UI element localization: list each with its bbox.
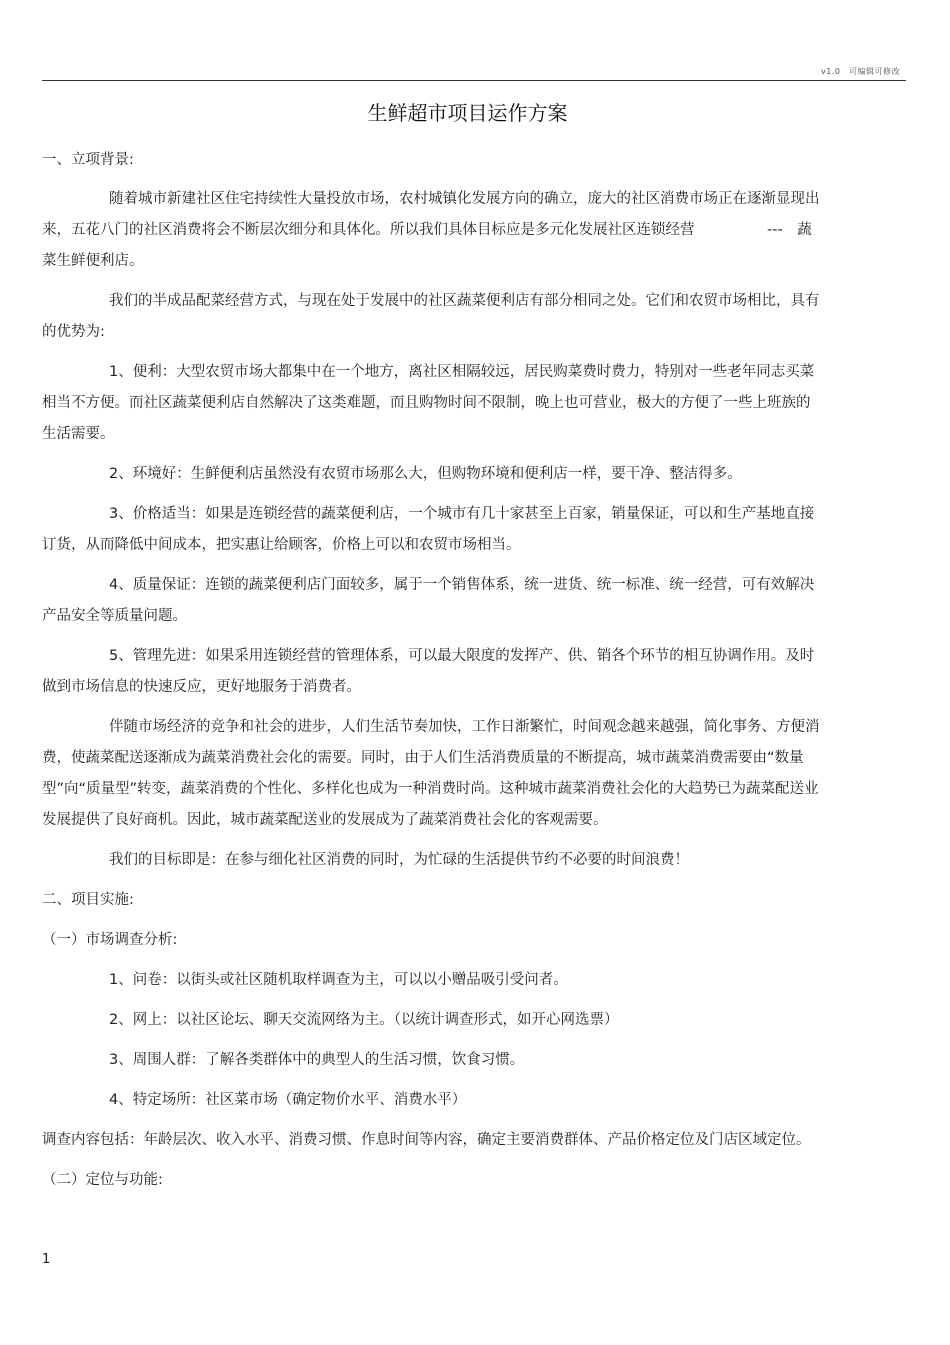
- paragraph-market-trend: 伴随市场经济的竞争和社会的进步，人们生活节奏加快，工作日渐繁忙，时间观念越来越强，简化事务、方便消费，使蔬菜配送逐渐成为蔬菜消费社会化的需要。同时，由于人们生活消费质量的不断提高，城市蔬菜消费需要由“数量型”向“质量型”转变，蔬菜消费的个性化、多样化也成为一种消费时尚。这种城市蔬菜消费社会化的大趋势已为蔬菜配送业发展提供了良好商机。因此，城市蔬菜配送业的发展成为了蔬菜消费社会化的客观需要。: [42, 719, 820, 828]
- section-heading-implementation: 二、项目实施:: [42, 892, 134, 908]
- paragraph-advantages-intro: 我们的半成品配菜经营方式，与现在处于发展中的社区蔬菜便利店有部分相同之处。它们和农贸市场相比，具有的优势为:: [42, 293, 820, 340]
- advantage-item-quality: 4、质量保证：连锁的蔬菜便利店门面较多，属于一个销售体系，统一进货、统一标准、统一经营，可有效解决产品安全等质量问题。: [42, 577, 815, 624]
- subsection-heading-positioning: （二）定位与功能:: [42, 1172, 163, 1188]
- header-divider: [42, 80, 906, 81]
- version-note: v1.0 可编辑可修改: [821, 67, 900, 76]
- advantage-item-price: 3、价格适当：如果是连锁经营的蔬菜便利店，一个城市有几十家甚至上百家，销量保证，可以和生产基地直接订货，从而降低中间成本，把实惠让给顾客，价格上可以和农贸市场相当。: [42, 506, 815, 553]
- document-title: 生鲜超市项目运作方案: [367, 101, 568, 125]
- survey-item-people: 3、周围人群：了解各类群体中的典型人的生活习惯，饮食习惯。: [109, 1052, 525, 1068]
- section-heading-background: 一、立项背景:: [42, 152, 134, 168]
- paragraph-survey-content: 调查内容包括：年龄层次、收入水平、消费习惯、作息时间等内容，确定主要消费群体、产品价格定位及门店区域定位。: [42, 1132, 811, 1148]
- survey-item-questionnaire: 1、问卷：以街头或社区随机取样调查为主，可以以小赠品吸引受问者。: [109, 972, 568, 988]
- document-body: [42, 145, 822, 1196]
- survey-item-venues: 4、特定场所：社区菜市场（确定物价水平、消费水平）: [109, 1092, 467, 1108]
- advantage-item-environment: 2、环境好：生鲜便利店虽然没有农贸市场那么大，但购物环境和便利店一样，要干净、整洁得多。: [109, 466, 742, 482]
- page-number: 1: [42, 1252, 51, 1267]
- subsection-heading-market-research: （一）市场调查分析:: [42, 932, 178, 948]
- advantage-item-convenience: 1、便利：大型农贸市场大都集中在一个地方，离社区相隔较远，居民购菜费时费力，特别对一些老年同志买菜相当不方便。而社区蔬菜便利店自然解决了这类难题，而且购物时间不限制，晚上也可营业，极大的方便了一些上班族的生活需要。: [42, 364, 815, 442]
- advantage-item-management: 5、管理先进：如果采用连锁经营的管理体系，可以最大限度的发挥产、供、销各个环节的相互协调作用。及时做到市场信息的快速反应，更好地服务于消费者。: [42, 648, 815, 695]
- paragraph-goal: 我们的目标即是：在参与细化社区消费的同时，为忙碌的生活提供节约不必要的时间浪费！: [109, 852, 689, 868]
- paragraph-intro: 随着城市新建社区住宅持续性大量投放市场，农村城镇化发展方向的确立，庞大的社区消费市场正在逐渐显现出来，五花八门的社区消费将会不断层次细分和具体化。所以我们具体目标应是多元化发展社区连锁经营 --- 蔬菜生鲜便利店。: [42, 191, 820, 269]
- survey-item-online: 2、网上：以社区论坛、聊天交流网络为主。（以统计调查形式，如开心网选票）: [109, 1012, 619, 1028]
